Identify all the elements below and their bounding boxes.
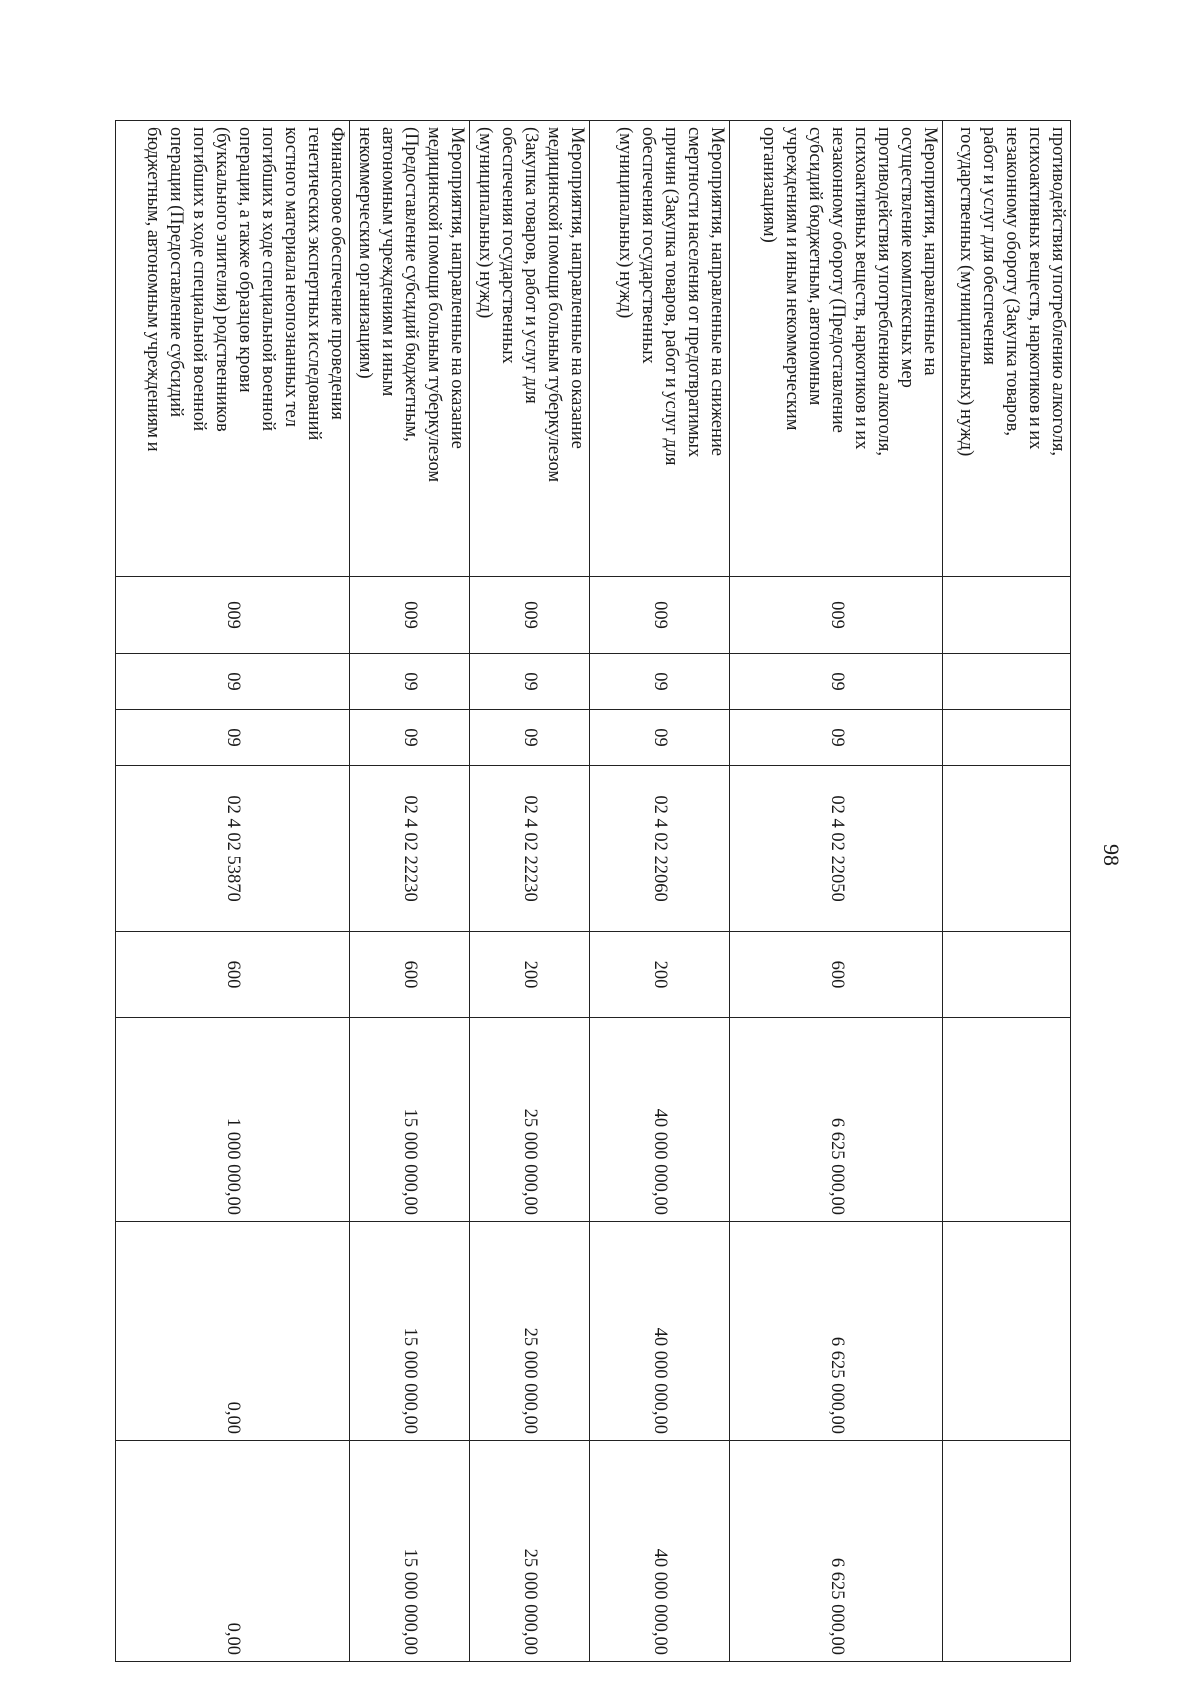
description-line: незаконному обороту (Закупка товаров, (1002, 127, 1022, 437)
grbs-code-cell (943, 577, 1071, 654)
description-line: медицинской помощи больным туберкулезом (544, 127, 565, 483)
section-code-cell: 09 (730, 654, 943, 710)
amount-year2-cell: 25 000 000,00 (470, 1222, 590, 1441)
section-code-cell: 09 (470, 654, 590, 710)
description-line: смертности населения от предотвратимых (684, 127, 705, 458)
subsection-code-cell: 09 (116, 710, 350, 766)
table-row (470, 121, 590, 1662)
description-line: медицинской помощи больным туберкулезом (424, 127, 445, 483)
description-line: Финансовое обеспечение проведения (326, 127, 347, 420)
expense-type-cell (943, 932, 1071, 1018)
amount-year3-cell: 25 000 000,00 (470, 1441, 590, 1662)
amount-year3-cell (943, 1441, 1071, 1662)
amount-year1-cell: 15 000 000,00 (349, 1018, 469, 1222)
description-line: учреждениям и иным некоммерческим (782, 127, 803, 431)
description-line: противодействия употреблению алкоголя, (1048, 127, 1068, 457)
grbs-code-cell: 009 (730, 577, 943, 654)
description-cell (590, 121, 730, 577)
amount-year2-cell (943, 1222, 1071, 1441)
description-line: Мероприятия, направленные на оказание (447, 127, 468, 449)
amount-year2-cell: 0,00 (116, 1222, 350, 1441)
description-line: (Закупка товаров, работ и услуг для (521, 127, 542, 404)
target-article-cell (943, 766, 1071, 932)
target-article-cell: 02 4 02 22050 (730, 766, 943, 932)
table-row (943, 121, 1071, 1662)
description-cell (730, 121, 943, 577)
table-body (116, 121, 1071, 1662)
grbs-code-cell: 009 (590, 577, 730, 654)
amount-year3-cell: 0,00 (116, 1441, 350, 1662)
description-line: (буккального эпителия) родственников (211, 127, 232, 432)
description-line: Мероприятия, направленные на оказание (567, 127, 588, 449)
amount-year3-cell: 40 000 000,00 (590, 1441, 730, 1662)
description-line: погибших в ходе специальной военной (257, 127, 278, 432)
target-article-cell: 02 4 02 22230 (349, 766, 469, 932)
expense-type-cell: 600 (730, 932, 943, 1018)
expense-type-cell: 200 (590, 932, 730, 1018)
grbs-code-cell: 009 (116, 577, 350, 654)
description-line: незаконному обороту (Предоставление (828, 127, 849, 433)
section-code-cell: 09 (349, 654, 469, 710)
description-line: обеспечения государственных (498, 127, 519, 364)
description-line: погибших в ходе специальной военной (188, 127, 209, 432)
description-cell (116, 121, 350, 577)
description-cell (943, 121, 1071, 577)
amount-year3-cell: 6 625 000,00 (730, 1441, 943, 1662)
description-line: (Предоставление субсидий бюджетным, (401, 127, 422, 442)
target-article-cell: 02 4 02 22060 (590, 766, 730, 932)
description-line: государственных (муниципальных) нужд) (956, 127, 976, 457)
table-row (730, 121, 943, 1662)
expense-type-cell: 600 (116, 932, 350, 1018)
description-line: психоактивных веществ, наркотиков и их (851, 127, 872, 450)
section-code-cell: 09 (116, 654, 350, 710)
description-line: генетических экспертных исследований (303, 127, 324, 441)
expense-type-cell: 200 (470, 932, 590, 1018)
section-code-cell: 09 (590, 654, 730, 710)
amount-year2-cell: 15 000 000,00 (349, 1222, 469, 1441)
description-cell (349, 121, 469, 577)
budget-allocation-table (115, 120, 1071, 1662)
description-line: противодействия употреблению алкоголя, (874, 127, 895, 457)
amount-year1-cell: 6 625 000,00 (730, 1018, 943, 1222)
description-line: операции (Предоставление субсидий (165, 127, 186, 418)
subsection-code-cell: 09 (590, 710, 730, 766)
table-row (590, 121, 730, 1662)
description-line: (муниципальных) нужд) (615, 127, 636, 319)
page-number: 98 (1099, 844, 1124, 866)
description-line: причин (Закупка товаров, работ и услуг для (661, 127, 682, 466)
table-row (349, 121, 469, 1662)
grbs-code-cell: 009 (470, 577, 590, 654)
amount-year2-cell: 40 000 000,00 (590, 1222, 730, 1441)
description-cell (470, 121, 590, 577)
description-line: Мероприятия, направленные на (920, 127, 941, 376)
description-line: обеспечения государственных (638, 127, 659, 364)
description-line: осуществление комплексных мер (897, 127, 918, 388)
description-line: бюджетным, автономным учреждениям и (142, 127, 163, 452)
subsection-code-cell: 09 (730, 710, 943, 766)
amount-year3-cell: 15 000 000,00 (349, 1441, 469, 1662)
amount-year1-cell: 25 000 000,00 (470, 1018, 590, 1222)
subsection-code-cell: 09 (349, 710, 469, 766)
amount-year1-cell (943, 1018, 1071, 1222)
amount-year1-cell: 40 000 000,00 (590, 1018, 730, 1222)
description-line: некоммерческим организациям) (355, 127, 376, 379)
description-line: костного материала неопознанных тел (280, 127, 301, 427)
description-line: субсидий бюджетным, автономным (805, 127, 826, 406)
subsection-code-cell (943, 710, 1071, 766)
description-line: организациям) (759, 127, 780, 243)
description-line: автономным учреждениям и иным (378, 127, 399, 397)
table-row (116, 121, 350, 1662)
target-article-cell: 02 4 02 53870 (116, 766, 350, 932)
section-code-cell (943, 654, 1071, 710)
amount-year1-cell: 1 000 000,00 (116, 1018, 350, 1222)
description-line: операции, а также образцов крови (234, 127, 255, 393)
description-line: Мероприятия, направленные на снижение (707, 127, 728, 456)
description-line: работ и услуг для обеспечения (979, 127, 999, 365)
grbs-code-cell: 009 (349, 577, 469, 654)
description-line: психоактивных веществ, наркотиков и их (1025, 127, 1045, 450)
expense-type-cell: 600 (349, 932, 469, 1018)
subsection-code-cell: 09 (470, 710, 590, 766)
description-line: (муниципальных) нужд) (475, 127, 496, 319)
amount-year2-cell: 6 625 000,00 (730, 1222, 943, 1441)
target-article-cell: 02 4 02 22230 (470, 766, 590, 932)
